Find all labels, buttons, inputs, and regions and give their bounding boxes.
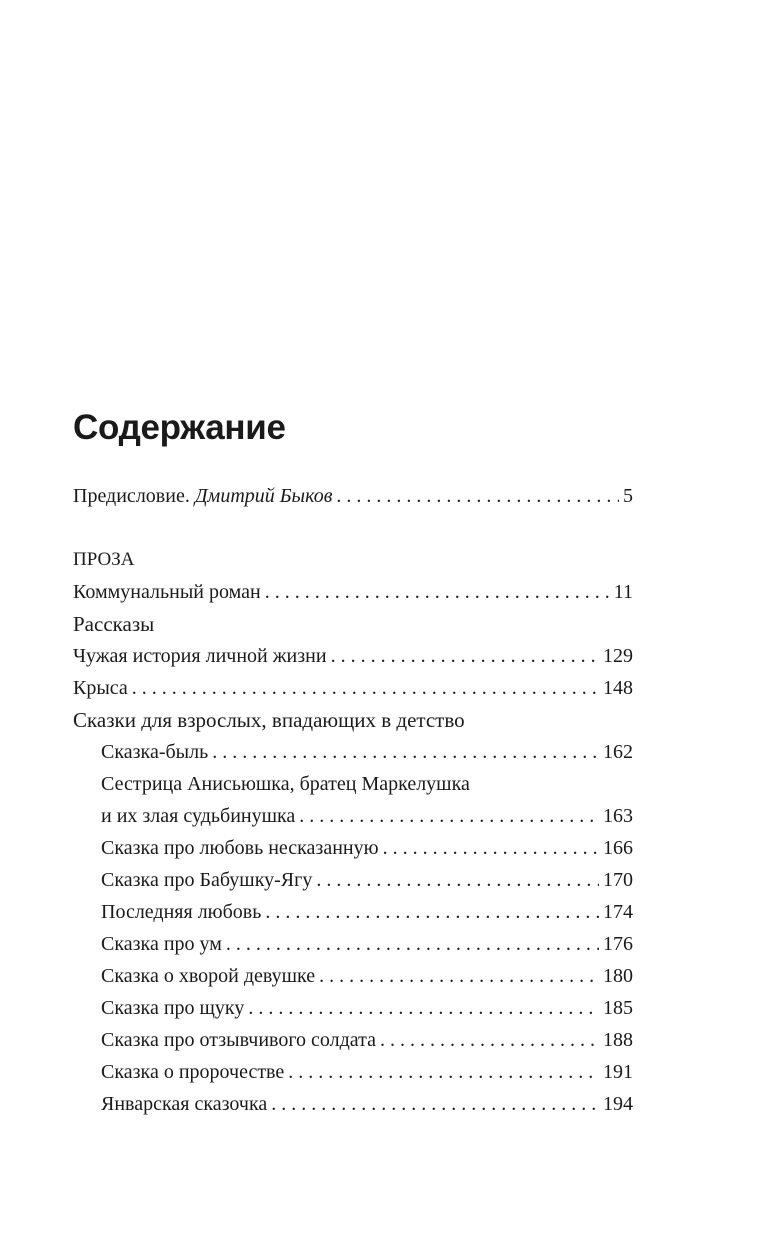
toc-entry	[73, 1088, 633, 1120]
toc-page-number: 180	[603, 965, 633, 987]
toc-entry-title: Коммунальный роман	[73, 581, 261, 603]
toc-entry	[73, 896, 633, 928]
toc-page-number: 162	[603, 741, 633, 763]
toc-entry	[73, 800, 633, 832]
toc-entry-title: Чужая история личной жизни	[73, 645, 327, 667]
toc-entry-title: Сказка про любовь несказанную	[101, 837, 379, 859]
toc-section-title: ПРОЗА	[73, 549, 135, 570]
toc-entry-title: и их злая судьбинушка	[101, 805, 296, 827]
dot-leader	[316, 864, 599, 896]
toc-entry-title: Сказка о пророчестве	[101, 1061, 285, 1083]
toc-entry-preface-author: Дмитрий Быков	[194, 485, 333, 507]
toc-entry	[73, 992, 633, 1024]
toc-page-number: 11	[613, 581, 633, 603]
toc-entry-title: Последняя любовь	[101, 901, 262, 923]
toc-page-number: 148	[603, 677, 633, 699]
dot-leader	[212, 736, 599, 768]
toc-entry-title: Сказка про Бабушку-Ягу	[101, 869, 313, 891]
toc-subsection-title: Рассказы	[73, 612, 155, 636]
toc-section-heading	[73, 544, 633, 576]
toc-entry-title: Сказка о хворой девушке	[101, 965, 316, 987]
toc-entry	[73, 864, 633, 896]
dot-leader	[331, 640, 599, 672]
toc-entry	[73, 672, 633, 704]
toc-entry	[73, 736, 633, 768]
toc-subsection-tales	[73, 704, 633, 736]
dot-leader	[299, 800, 599, 832]
toc-entry-title: Сказка про щуку	[101, 997, 245, 1019]
dot-leader	[248, 992, 599, 1024]
toc-page-number: 191	[603, 1061, 633, 1083]
dot-leader	[226, 928, 599, 960]
toc-page-number: 174	[603, 901, 633, 923]
toc-entry	[73, 832, 633, 864]
toc-entry-title: Сказка про отзывчивого солдата	[101, 1029, 377, 1051]
toc-page-number: 194	[603, 1093, 633, 1115]
toc-entry-title: Сказка про ум	[101, 933, 222, 955]
dot-leader	[288, 1056, 599, 1088]
toc-entry-title: Крыса	[73, 677, 128, 699]
toc-entry	[73, 960, 633, 992]
toc-entry-title-line1: Сестрица Анисьюшка, братец Маркелушка	[101, 773, 470, 795]
toc-entry	[73, 928, 633, 960]
toc-entry-title: Январская сказочка	[101, 1093, 268, 1115]
dot-leader	[271, 1088, 599, 1120]
toc-page-number: 5	[623, 485, 633, 507]
toc-entry-preface	[73, 480, 633, 512]
toc-entry	[73, 1056, 633, 1088]
toc-entry-novel	[73, 576, 633, 608]
toc-entry-preface-title: Предисловие.	[73, 485, 190, 507]
dot-leader	[319, 960, 599, 992]
dot-leader	[380, 1024, 599, 1056]
toc-page-number: 188	[603, 1029, 633, 1051]
toc-entry	[73, 640, 633, 672]
toc-entry-title	[73, 480, 332, 512]
toc-page-number: 129	[603, 645, 633, 667]
toc-page-number: 170	[603, 869, 633, 891]
page-title: Содержание	[73, 408, 286, 447]
toc-entry-line	[73, 768, 633, 800]
dot-leader	[265, 896, 599, 928]
toc-page-number: 166	[603, 837, 633, 859]
toc-subsection-title: Сказки для взрослых, впадающих в детство	[73, 708, 465, 732]
toc-page-number: 163	[603, 805, 633, 827]
dot-leader	[132, 672, 599, 704]
dot-leader	[336, 480, 619, 512]
toc-page-number: 176	[603, 933, 633, 955]
dot-leader	[383, 832, 599, 864]
toc-subsection-stories	[73, 608, 633, 640]
dot-leader	[265, 576, 610, 608]
toc-entry-title: Сказка-быль	[101, 741, 209, 763]
table-of-contents	[73, 480, 633, 1120]
toc-entry	[73, 1024, 633, 1056]
toc-page-number: 185	[603, 997, 633, 1019]
